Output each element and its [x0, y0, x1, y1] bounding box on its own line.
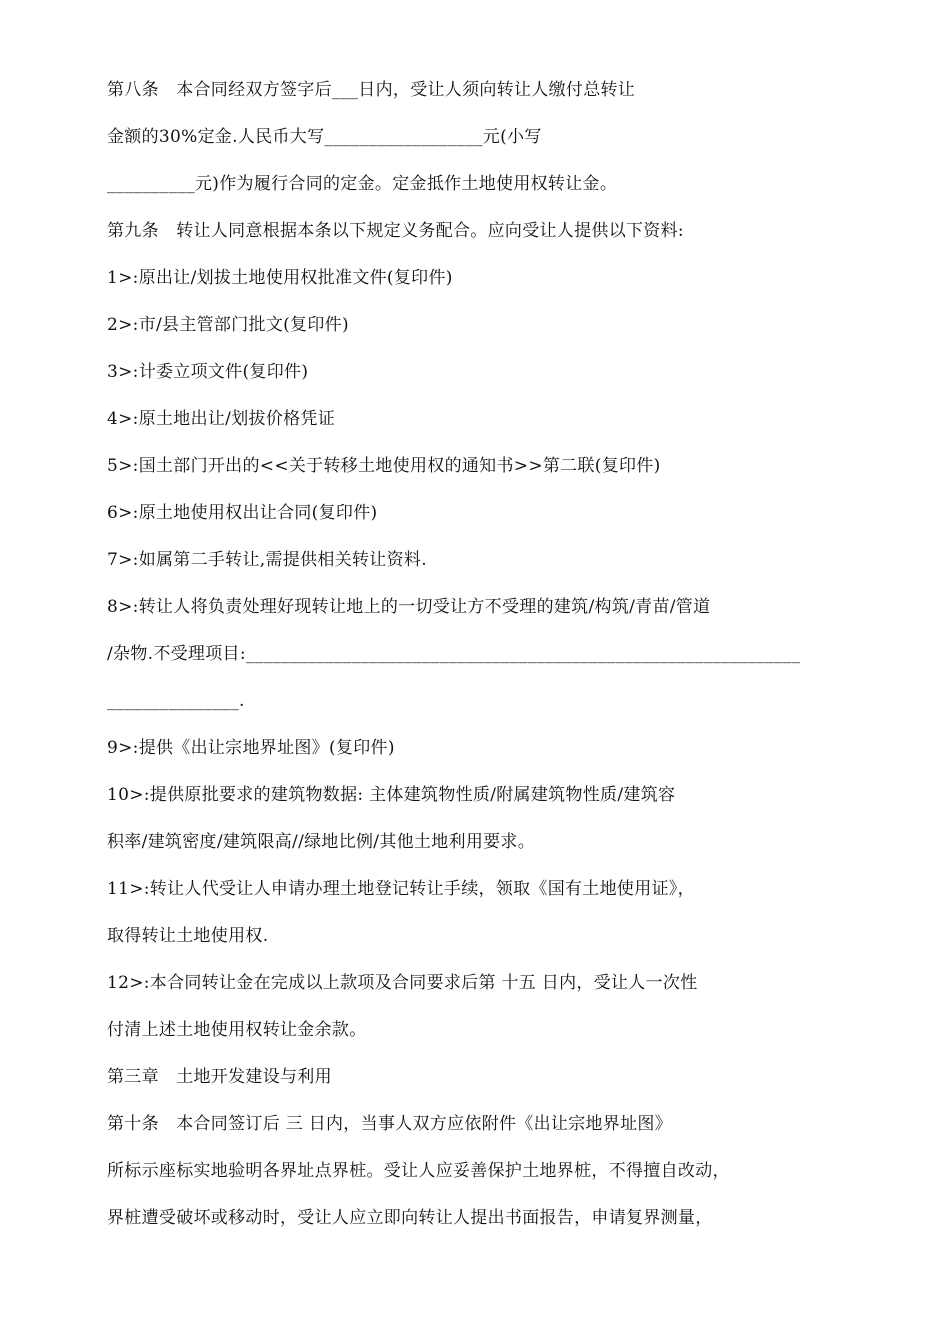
clause-10-line-2: 所标示座标实地验明各界址点界桩。受让人应妥善保护土地界桩，不得擅自改动，: [107, 1161, 730, 1181]
clause-10-line-1: 第十条 本合同签订后 三 日内，当事人双方应依附件《出让宗地界址图》: [107, 1114, 673, 1134]
list-item-11-line-2: 取得转让土地使用权.: [107, 926, 269, 946]
list-item-9: 9>:提供《出让宗地界址图》(复印件): [107, 738, 395, 758]
list-item-12-line-2: 付清上述土地使用权转让金余款。: [107, 1020, 367, 1040]
list-item-2: 2>:市/县主管部门批文(复印件): [107, 315, 349, 335]
list-item-4: 4>:原土地出让/划拔价格凭证: [107, 409, 336, 429]
clause-10-line-3: 界桩遭受破坏或移动时，受让人应立即向转让人提出书面报告，申请复界测量，: [107, 1208, 713, 1228]
list-item-11-line-1: 11>:转让人代受让人申请办理土地登记转让手续，领取《国有土地使用证》，: [107, 879, 695, 899]
list-item-1: 1>:原出让/划拔土地使用权批准文件(复印件): [107, 268, 453, 288]
list-item-8-line-1: 8>:转让人将负责处理好现转让地上的一切受让方不受理的建筑/构筑/青苗/管道: [107, 597, 711, 617]
clause-8-line-3: __________元)作为履行合同的定金。定金抵作土地使用权转让金。: [107, 174, 618, 194]
list-item-7: 7>:如属第二手转让,需提供相关转让资料.: [107, 550, 427, 570]
list-item-10-line-2: 积率/建筑密度/建筑限高//绿地比例/其他土地利用要求。: [107, 832, 536, 852]
list-item-3: 3>:计委立项文件(复印件): [107, 362, 309, 382]
list-item-10-line-1: 10>:提供原批要求的建筑物数据: 主体建筑物性质/附属建筑物性质/建筑容: [107, 785, 676, 805]
clause-8-line-1: 第八条 本合同经双方签字后___日内，受让人须向转让人缴付总转让: [107, 80, 636, 100]
list-item-12-line-1: 12>:本合同转让金在完成以上款项及合同要求后第 十五 日内，受让人一次性: [107, 973, 698, 993]
list-item-6: 6>:原土地使用权出让合同(复印件): [107, 503, 378, 523]
list-item-8-line-2: /杂物.不受理项目:_______________________________________________________________: [107, 644, 801, 664]
chapter-3-heading: 第三章 土地开发建设与利用: [107, 1067, 332, 1087]
clause-8-line-2: 金额的30%定金.人民币大写__________________元(小写: [107, 127, 542, 147]
clause-9-heading: 第九条 转让人同意根据本条以下规定义务配合。应向受让人提供以下资料:: [107, 221, 684, 241]
list-item-5: 5>:国土部门开出的<<关于转移土地使用权的通知书>>第二联(复印件): [107, 456, 661, 476]
list-item-8-line-3: _______________.: [107, 691, 245, 711]
